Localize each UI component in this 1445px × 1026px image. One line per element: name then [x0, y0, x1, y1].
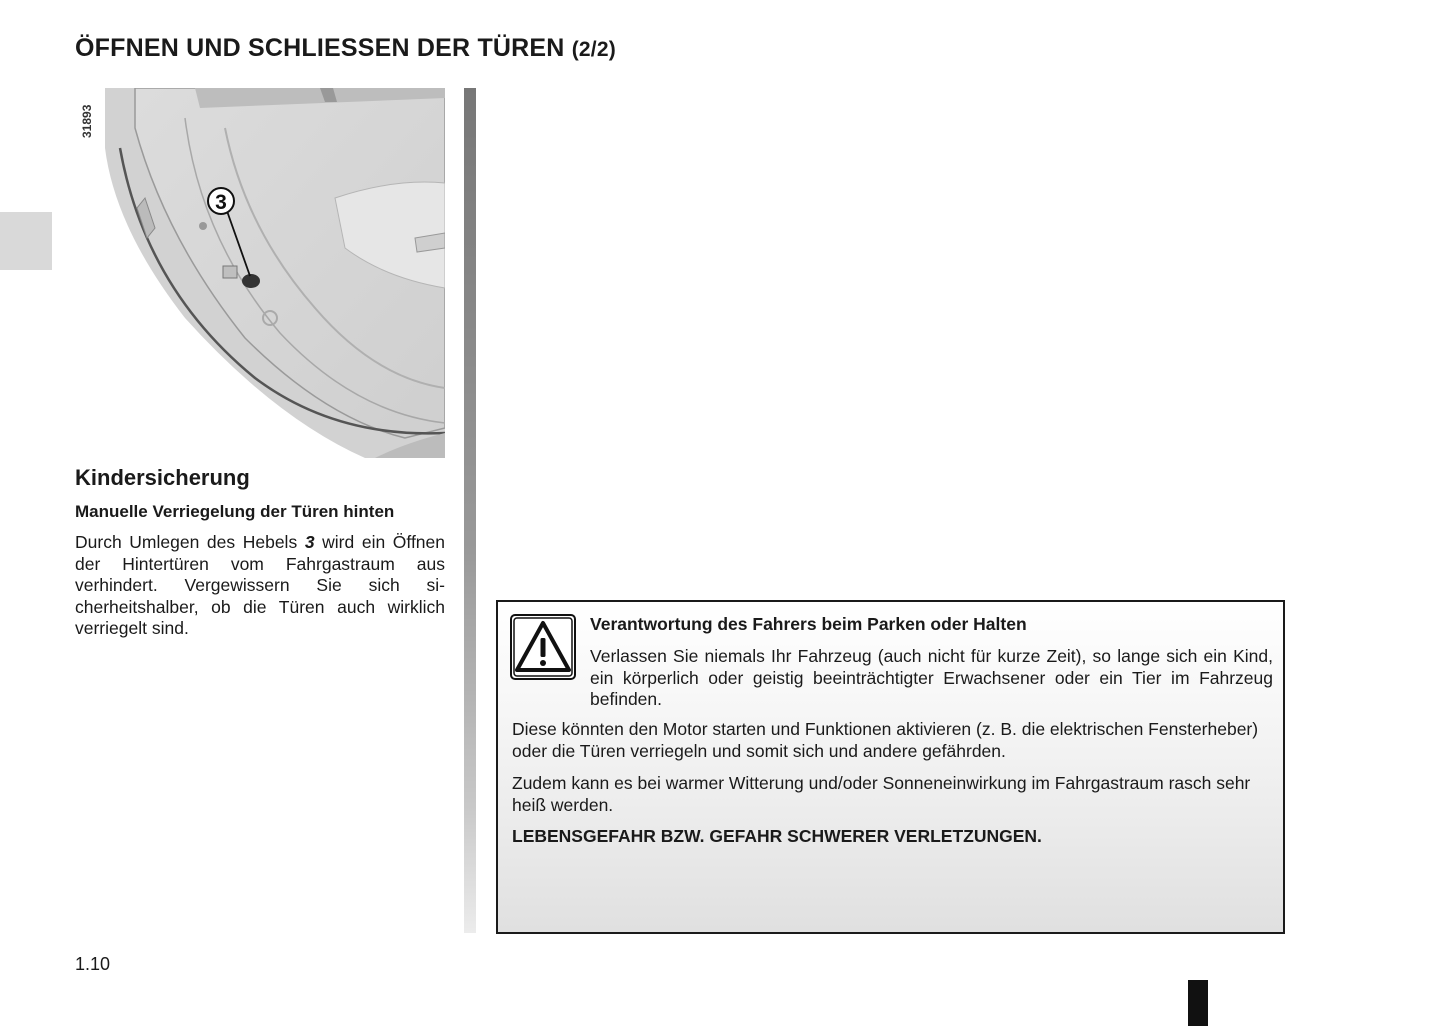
section-subheading: Manuelle Verriegelung der Türen hinten [75, 502, 395, 521]
warning-danger-line: LEBENSGEFAHR BZW. GEFAHR SCHWERER VERLETZUNGEN. [512, 826, 1042, 846]
callout-number: 3 [215, 191, 227, 214]
child-lock-lever [242, 274, 260, 288]
warning-box [496, 600, 1285, 934]
page-title [75, 34, 616, 63]
chapter-tab-marker [0, 212, 52, 270]
warning-paragraph-2: Diese könnten den Motor starten und Funktionen aktivieren (z. B. die elektrischen Fensterheber) oder die Türen verriegeln und somit sich und andere gefährden. [512, 719, 1259, 761]
column-divider [464, 88, 476, 933]
warning-paragraph-3: Zudem kann es bei warmer Witterung und/oder Sonneneinwirkung im Fahrgastraum rasch sehr heiß werden. [512, 773, 1251, 815]
page-edge-marker [1188, 980, 1208, 1026]
lever-reference: 3 [304, 532, 315, 552]
page-part-indicator: (2/2) [571, 38, 616, 61]
section-body-text: Durch Umlegen des Hebels 3 wird ein Öffnen der Hintertüren vom Fahrgastraum aus verhindert. Vergewissern Sie sich sicherheitshalber, ob die Türen auch wirklich verriegelt sind. [75, 532, 446, 638]
door-drawing [75, 88, 445, 458]
warning-triangle-icon [510, 614, 576, 680]
page-number: 1.10 [75, 954, 111, 974]
illustration-reference-number: 31893 [80, 104, 94, 138]
section-heading: Kindersicherung [75, 465, 250, 490]
warning-paragraph-1: Verlassen Sie niemals Ihr Fahrzeug (auch nicht für kurze Zeit), so lange sich ein Kind, ein körperlich oder geistig beeinträchtigter Erwachsener oder ein Tier im Fahrzeug befinden. [590, 646, 1273, 709]
door-illustration [75, 88, 445, 458]
page-title-text: ÖFFNEN UND SCHLIESSEN DER TÜREN [75, 34, 565, 62]
warning-title: Verantwortung des Fahrers beim Parken oder Halten [590, 614, 1027, 634]
